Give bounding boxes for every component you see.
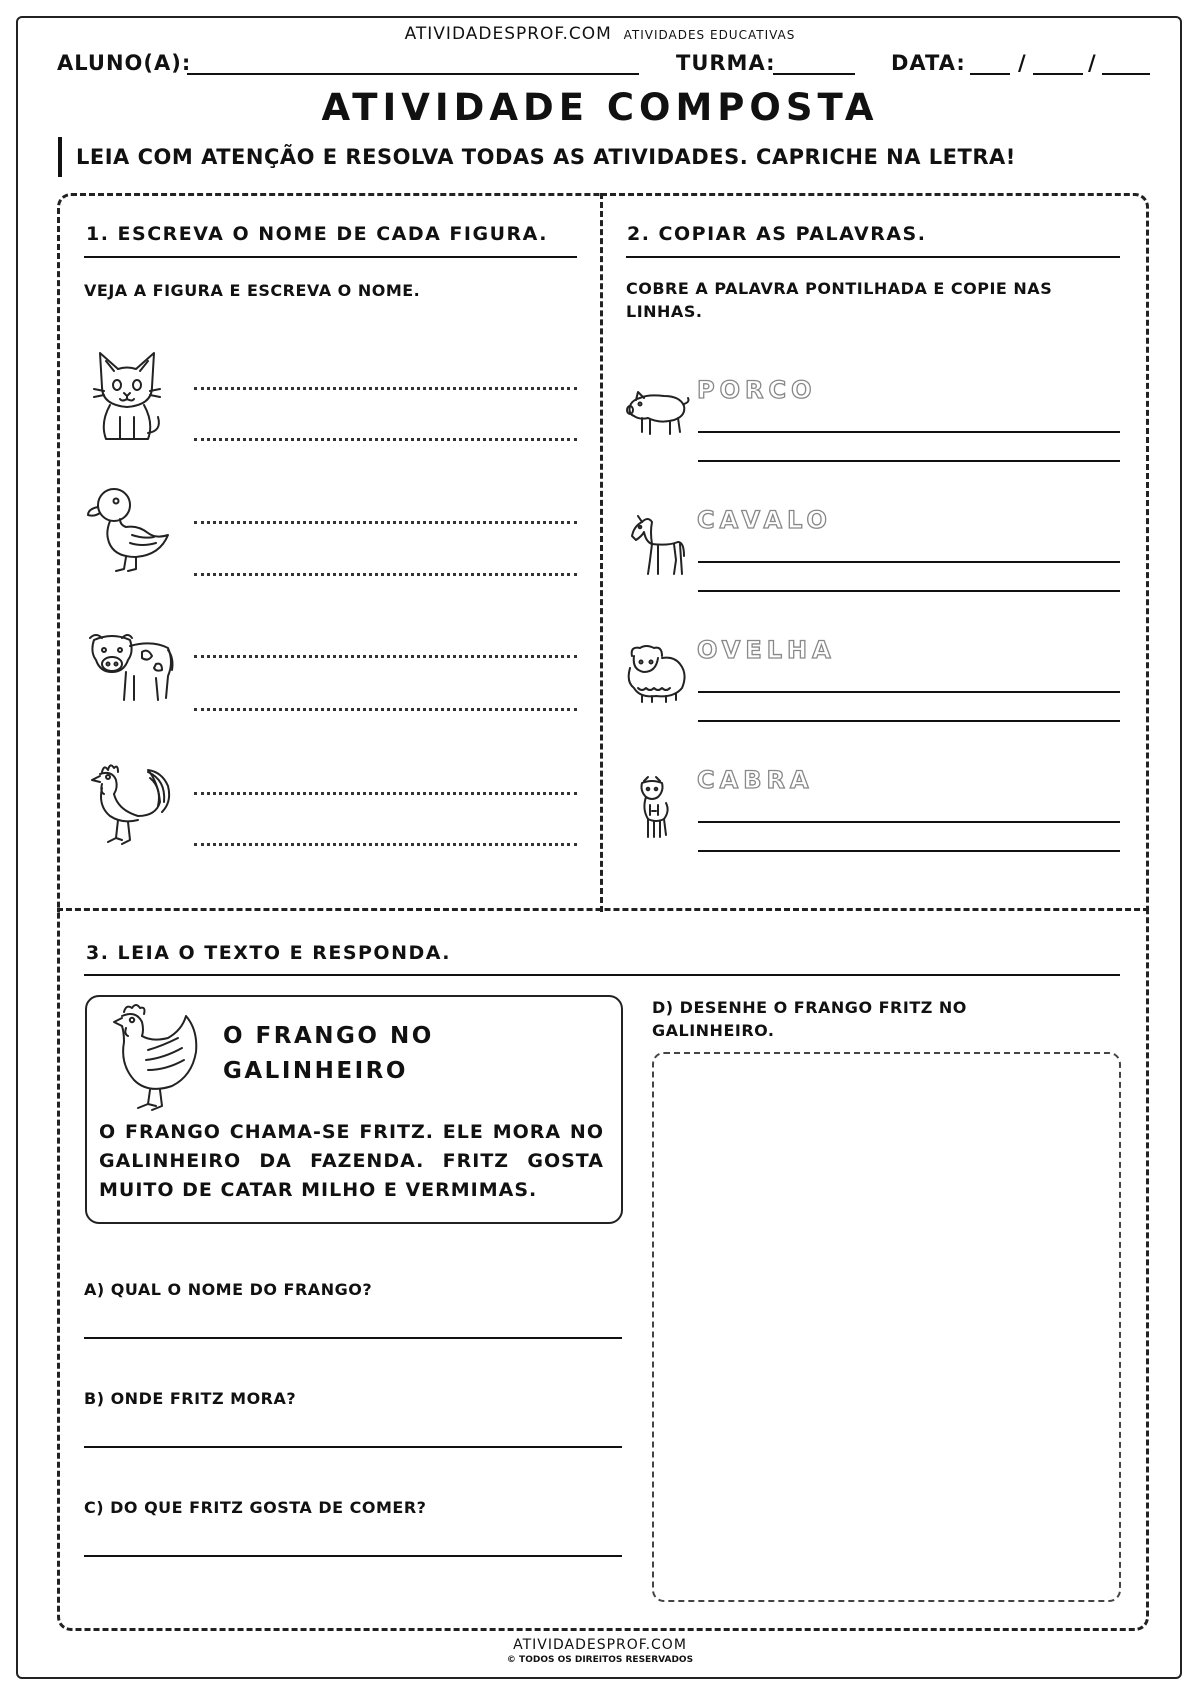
date-year-line[interactable] [1102, 73, 1150, 75]
trace-word-porco: PORCO [697, 376, 817, 404]
trace-word-cavalo: CAVALO [697, 506, 832, 534]
answer-line-1b[interactable] [194, 438, 577, 441]
site-header [0, 24, 1200, 44]
sheep-icon [626, 644, 688, 704]
rooster-icon [88, 762, 174, 850]
answer-line-4b[interactable] [194, 843, 577, 846]
answer-line-a[interactable] [84, 1337, 622, 1339]
hen-icon [112, 1002, 202, 1114]
copy-line-cabra-1[interactable] [698, 821, 1120, 823]
answer-line-1a[interactable] [194, 387, 577, 390]
section1-title: 1. ESCREVA O NOME DE CADA FIGURA. [86, 223, 548, 245]
copy-line-porco-2[interactable] [698, 460, 1120, 462]
copy-line-ovelha-1[interactable] [698, 691, 1120, 693]
answer-line-3a[interactable] [194, 655, 577, 658]
date-slash-2: / [1088, 51, 1097, 75]
turma-line[interactable] [773, 73, 855, 75]
answer-line-c[interactable] [84, 1555, 622, 1557]
data-label: DATA: [891, 51, 966, 75]
copy-line-porco-1[interactable] [698, 431, 1120, 433]
answer-line-b[interactable] [84, 1446, 622, 1448]
duck-icon [86, 487, 172, 575]
copy-line-cabra-2[interactable] [698, 850, 1120, 852]
section2-title: 2. COPIAR AS PALAVRAS. [627, 223, 927, 245]
question-a: A) QUAL O NOME DO FRANGO? [84, 1280, 373, 1299]
aluno-label: ALUNO(A): [57, 51, 192, 75]
section3-title: 3. LEIA O TEXTO E RESPONDA. [86, 942, 452, 964]
story-title [223, 1019, 434, 1089]
section2-subtitle: COBRE A PALAVRA PONTILHADA E COPIE NAS LINHAS. [626, 279, 1053, 321]
answer-line-3b[interactable] [194, 708, 577, 711]
trace-word-cabra: CABRA [697, 766, 814, 794]
copy-line-cavalo-1[interactable] [698, 561, 1120, 563]
date-slash-1: / [1018, 51, 1027, 75]
footer-copyright: © TODOS OS DIREITOS RESERVADOS [506, 1655, 694, 1665]
site-brand: ATIVIDADESPROF.COM [404, 24, 612, 44]
cat-icon [92, 347, 162, 443]
pig-icon [626, 390, 690, 438]
drawing-area[interactable] [652, 1052, 1121, 1602]
cow-icon [86, 628, 174, 708]
aluno-line[interactable] [187, 73, 639, 75]
date-month-line[interactable] [1033, 73, 1083, 75]
question-b: B) ONDE FRITZ MORA? [84, 1389, 297, 1408]
page-title: ATIVIDADE COMPOSTA [321, 86, 879, 129]
section3-title-rule [84, 974, 1120, 976]
answer-line-2a[interactable] [194, 521, 577, 524]
site-subtitle: ATIVIDADES EDUCATIVAS [623, 28, 796, 42]
question-c: C) DO QUE FRITZ GOSTA DE COMER? [84, 1498, 427, 1517]
story-title-line1: O FRANGO NO [223, 1023, 434, 1049]
story-text: O FRANGO CHAMA-SE FRITZ. ELE MORA NO GALINHEIRO DA FAZENDA. FRITZ GOSTA MUITO DE CATAR MILHO E VERMIMAS. [99, 1121, 604, 1201]
answer-line-2b[interactable] [194, 573, 577, 576]
footer-site: ATIVIDADESPROF.COM [513, 1637, 687, 1653]
section1-subtitle: VEJA A FIGURA E ESCREVA O NOME. [84, 281, 421, 300]
copy-line-ovelha-2[interactable] [698, 720, 1120, 722]
story-title-line2: GALINHEIRO [223, 1058, 408, 1084]
answer-line-4a[interactable] [194, 792, 577, 795]
draw-prompt: D) DESENHE O FRANGO FRITZ NO GALINHEIRO. [652, 998, 967, 1040]
trace-word-ovelha: OVELHA [697, 636, 836, 664]
section1-title-rule [84, 256, 577, 258]
copy-line-cavalo-2[interactable] [698, 590, 1120, 592]
horse-icon [630, 512, 686, 578]
goat-icon [638, 775, 674, 839]
instruction: LEIA COM ATENÇÃO E RESOLVA TODAS AS ATIVIDADES. CAPRICHE NA LETRA! [58, 137, 1016, 177]
turma-label: TURMA: [676, 51, 776, 75]
date-day-line[interactable] [970, 73, 1010, 75]
section2-title-rule [626, 256, 1120, 258]
